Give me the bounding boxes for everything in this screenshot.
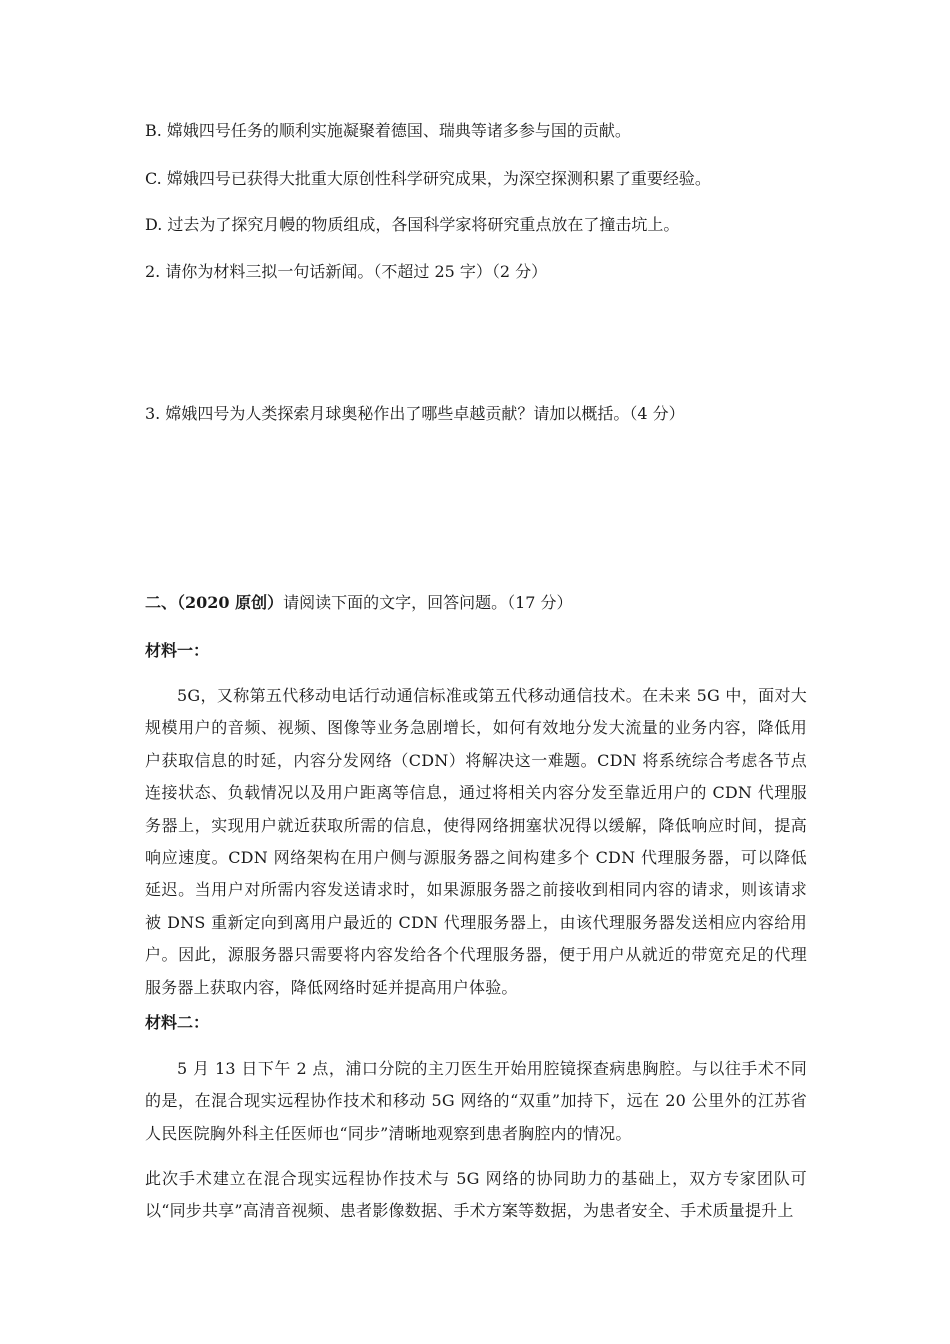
question-3: 3. 嫦娥四号为人类探索月球奥秘作出了哪些卓越贡献？请加以概括。（4 分） <box>145 404 685 423</box>
section-2-heading-label: 二、（2020 原创） <box>145 593 284 612</box>
section-2-heading <box>145 592 573 614</box>
option-c: C. 嫦娥四号已获得大批重大原创性科学研究成果，为深空探测积累了重要经验。 <box>145 169 711 188</box>
material-1-paragraph: 5G，又称第五代移动电话行动通信标准或第五代移动通信技术。在未来 5G 中，面对大规模用户的音频、视频、图像等业务急剧增长，如何有效地分发大流量的业务内容，降低用户获取信息的时延，内容分发网络（CDN）将解决这一难题。CDN 将系统综合考虑各节点连接状态、负载情况以及用户距离等信息，通过将相关内容分发至靠近用户的 CDN 代理服务器上，实现用户就近获取所需的信息，使得网络拥塞状况得以缓解，降低响应时间，提高响应速度。CDN 网络架构在用户侧与源服务器之间构建多个 CDN 代理服务器，可以降低延迟。当用户对所需内容发送请求时，如果源服务器之前接收到相同内容的请求，则该请求被 DNS 重新定向到离用户最近的 CDN 代理服务器上，由该代理服务器发送相应内容给用户。因此，源服务器只需要将内容发给各个代理服务器，便于用户从就近的带宽充足的代理服务器上获取内容，降低网络时延并提高用户体验。 <box>145 686 807 997</box>
material-1-label: 材料一： <box>145 641 210 660</box>
option-b: B. 嫦娥四号任务的顺利实施凝聚着德国、瑞典等诸多参与国的贡献。 <box>145 121 631 140</box>
material-2-paragraph-2: 此次手术建立在混合现实远程协作技术与 5G 网络的协同助力的基础上，双方专家团队可以“同步共享”高清音视频、患者影像数据、手术方案等数据，为患者安全、手术质量提升上 <box>145 1169 807 1221</box>
question-2: 2. 请你为材料三拟一句话新闻。（不超过 25 字）（2 分） <box>145 262 548 281</box>
material-2-paragraph-1: 5 月 13 日下午 2 点，浦口分院的主刀医生开始用腔镜探查病患胸腔。与以往手术不同的是，在混合现实远程协作技术和移动 5G 网络的“双重”加持下，远在 20 公里外的江苏省人民医院胸外科主任医师也“同步”清晰地观察到患者胸腔内的情况。 <box>145 1059 807 1143</box>
option-d: D. 过去为了探究月幔的物质组成，各国科学家将研究重点放在了撞击坑上。 <box>145 215 680 234</box>
material-2-label: 材料二： <box>145 1013 210 1032</box>
section-2-heading-instruction: 请阅读下面的文字，回答问题。（17 分） <box>283 593 573 612</box>
